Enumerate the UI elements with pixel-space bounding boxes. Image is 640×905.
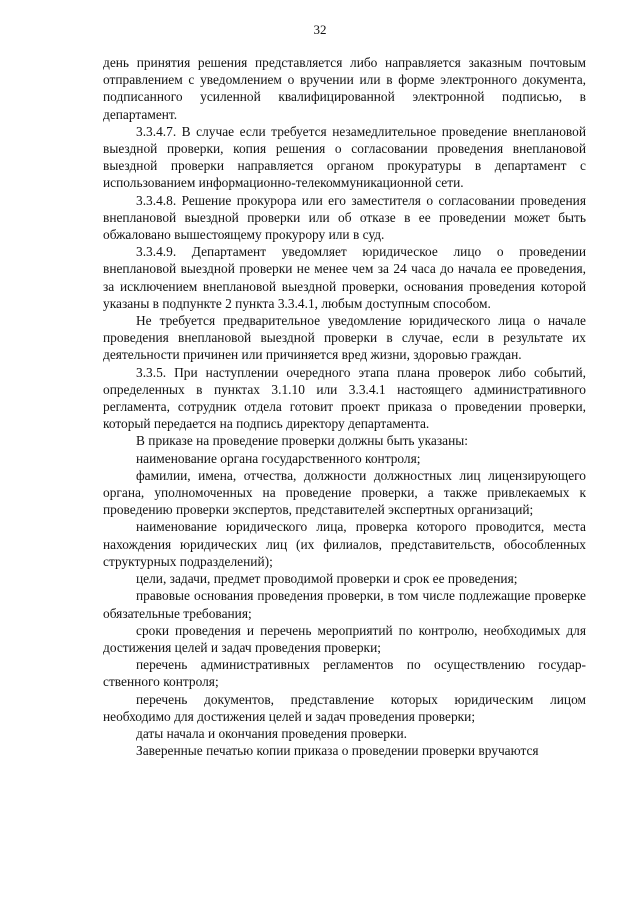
list-item-officials: фамилии, имена, отчества, должности должностных лиц лицензирующего органа, уполномоченных на проведение проверки, а также привлекаемых к проведению проверки экспертов, представителей экспертных организаций;	[103, 467, 586, 518]
paragraph-copies-delivery: Заверенные печатью копии приказа о проведении проверки вручаются	[136, 743, 539, 759]
paragraph-3-3-4-7: 3.3.4.7. В случае если требуется незамедлительное проведение внеплановой выездной проверки, копия решения о согласовании проведения внеплановой выездной проверки направляется органом прокуратуры в департамент с использованием информационно-телекоммуникационной сети.	[103, 123, 586, 191]
list-item-terms-measures: сроки проведения и перечень мероприятий по контролю, необходимых для достижения целей и задач проведения проверки;	[103, 622, 586, 655]
paragraph-3-3-4-9: 3.3.4.9. Департамент уведомляет юридическое лицо о проведении внеплановой выездной проверки не менее чем за 24 часа до начала ее проведения, за исключением внеплановой выездной проверки, основания проведения которой указаны в подпункте 2 пункта 3.3.4.1, любым доступным способом.	[103, 244, 586, 311]
paragraph-3-3-5: 3.3.5. При наступлении очередного этапа плана проверок либо событий, определенных в пунктах 3.1.10 или 3.3.4.1 настоящего административного регламента, сотрудник отдела готовит проект приказа о проведении проверки, который передается на подпись директору департамента.	[103, 364, 586, 432]
list-item-regulations: перечень административных регламентов по осуществлению государственного контроля;	[103, 657, 586, 690]
paragraph-3-3-4-8: 3.3.4.8. Решение прокурора или его заместителя о согласовании проведения внеплановой выездной проверки или об отказе в ее проведении может быть обжаловано вышестоящему прокурору или в суд.	[103, 192, 586, 243]
list-item-legal-grounds: правовые основания проведения проверки, в том числе подлежащие проверке обязательные требования;	[103, 588, 586, 621]
list-item-documents: перечень документов, представление которых юридическим лицом необходимо для достижения целей и задач проведения проверки;	[103, 691, 586, 724]
paragraph-notice-exception: Не требуется предварительное уведомление юридического лица о начале проведения внеплановой выездной проверки в случае, если в результате их деятельности причинен или причиняется вред жизни, здоровью граждан.	[103, 313, 586, 363]
list-item-legal-entity: наименование юридического лица, проверка которого проводится, места нахождения юридических лиц (их филиалов, представительств, обособленных структурных подразделений);	[103, 519, 586, 569]
document-body	[103, 54, 586, 759]
paragraph-continuation: день принятия решения представляется либо направляется заказным почтовым отправлением с уведомлением о вручении или в форме электронного документа, подписанного усиленной квалифицированной электронной подписью, в департамент.	[103, 55, 586, 122]
list-item-control-body: наименование органа государственного контроля;	[136, 450, 421, 466]
page-number: 32	[313, 22, 327, 37]
list-item-goals: цели, задачи, предмет проводимой проверки и срок ее проведения;	[136, 571, 518, 587]
list-item-dates: даты начала и окончания проведения проверки.	[136, 725, 407, 741]
paragraph-order-contents-intro: В приказе на проведение проверки должны быть указаны:	[136, 433, 468, 449]
